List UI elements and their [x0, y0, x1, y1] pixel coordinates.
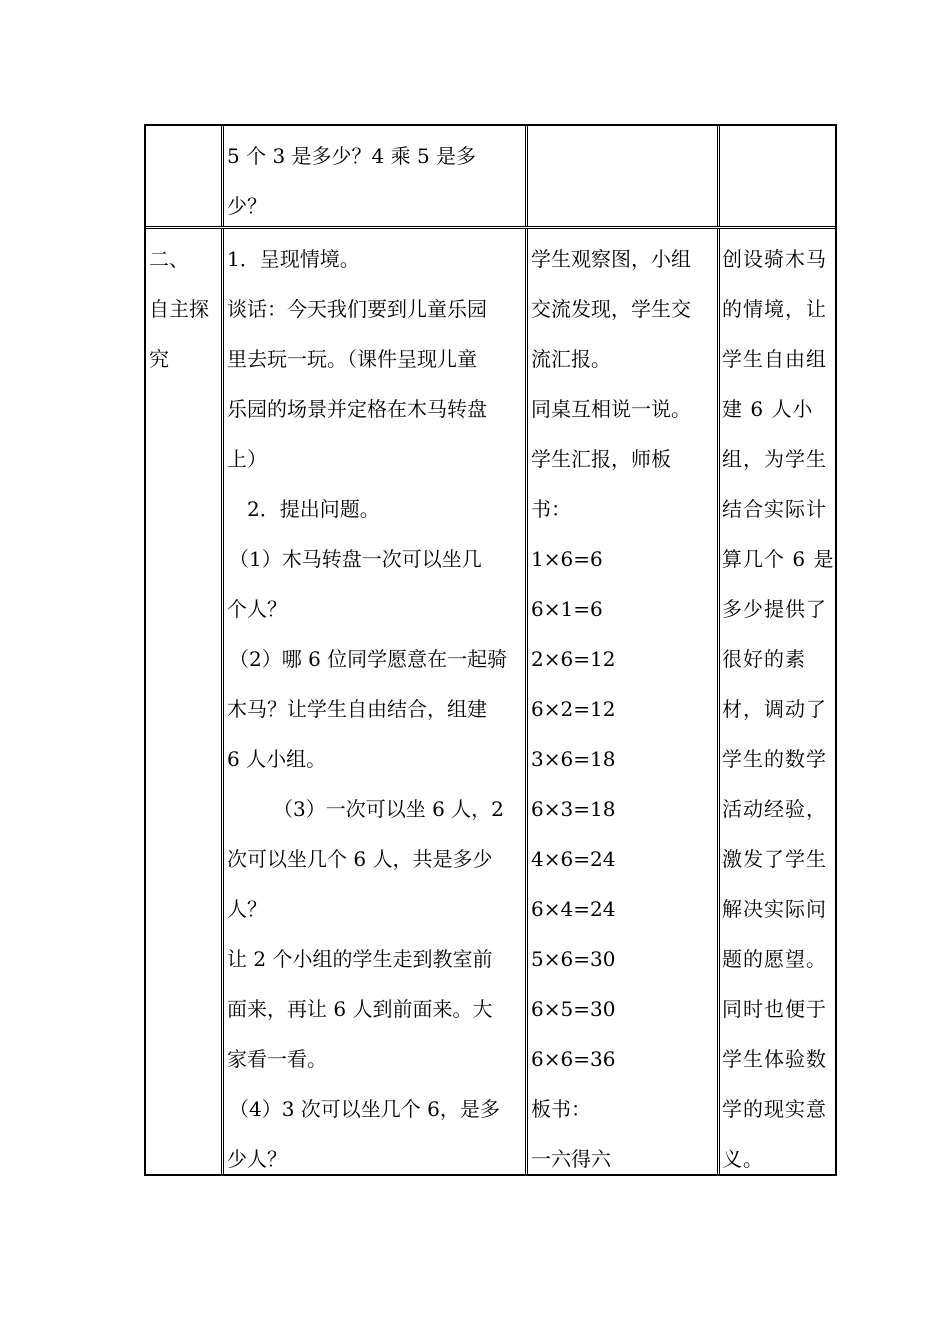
text-line: 让 2 个小组的学生走到教室前 — [227, 947, 493, 971]
text-line: 算几个 6 是 — [722, 547, 835, 571]
equation-line: 5×6=30 — [531, 947, 616, 971]
design-intent-cell — [717, 126, 835, 226]
text-line: 次可以坐几个 6 人，共是多少 — [227, 847, 493, 871]
text-line: 材，调动了 — [722, 697, 827, 721]
text-line: 里去玩一玩。（课件呈现儿童 — [227, 347, 477, 371]
text-line: 建 6 人小 — [722, 397, 814, 421]
text-line: 上） — [227, 447, 267, 471]
text-line: 同桌互相说一说。 — [531, 397, 691, 421]
stage-line: 二、 — [149, 247, 189, 271]
text-line: （1）木马转盘一次可以坐几 — [229, 547, 482, 571]
text-line: 个人？ — [227, 597, 287, 621]
equation-line: 6×4=24 — [531, 897, 616, 921]
text-line: 乐园的场景并定格在木马转盘 — [227, 397, 487, 421]
text-line: 少？ — [227, 194, 267, 218]
stage-cell — [146, 229, 221, 1174]
text-line: 流汇报。 — [531, 347, 611, 371]
text-line: 学的现实意 — [722, 1097, 827, 1121]
text-line: 义。 — [722, 1147, 764, 1171]
equation-line: 1×6=6 — [531, 547, 603, 571]
equation-line: 6×1=6 — [531, 597, 603, 621]
text-line: （3）一次可以坐 6 人，2 — [273, 797, 504, 821]
equation-line: 6×2=12 — [531, 697, 616, 721]
teacher-activity-cell — [221, 126, 525, 226]
text-line: 同时也便于 — [722, 997, 827, 1021]
text-line: 学生汇报，师板 — [531, 447, 671, 471]
text-line: 解决实际问 — [722, 897, 827, 921]
equation-line: 6×6=36 — [531, 1047, 616, 1071]
equation-line: 2×6=12 — [531, 647, 616, 671]
design-intent-cell — [717, 229, 835, 1174]
text-line: 多少提供了 — [722, 597, 827, 621]
text-line: （2）哪 6 位同学愿意在一起骑 — [229, 647, 508, 671]
text-line: 创设骑木马 — [722, 247, 827, 271]
text-line: 一六得六 — [531, 1147, 611, 1171]
text-line: 学生的数学 — [722, 747, 827, 771]
equation-line: 4×6=24 — [531, 847, 616, 871]
equation-line: 6×5=30 — [531, 997, 616, 1021]
student-activity-cell — [525, 126, 717, 226]
text-line: 谈话：今天我们要到儿童乐园 — [227, 297, 487, 321]
text-line: （4）3 次可以坐几个 6，是多 — [229, 1097, 500, 1121]
text-line: 1．呈现情境。 — [227, 247, 360, 271]
text-line: 学生自由组 — [722, 347, 827, 371]
text-line: 很好的素 — [722, 647, 806, 671]
text-line: 结合实际计 — [722, 497, 827, 521]
stage-cell — [146, 126, 221, 226]
text-line: 学生体验数 — [722, 1047, 827, 1071]
table-row — [146, 126, 835, 226]
text-line: 书： — [531, 497, 571, 521]
equation-line: 6×3=18 — [531, 797, 616, 821]
text-line: 活动经验， — [722, 797, 827, 821]
text-line: 板书： — [531, 1097, 591, 1121]
teacher-activity-cell — [221, 229, 525, 1174]
text-line: 激发了学生 — [722, 847, 827, 871]
text-line: 木马？让学生自由结合，组建 — [227, 697, 487, 721]
text-line: 少人？ — [227, 1147, 287, 1171]
text-line: 2．提出问题。 — [247, 497, 380, 521]
stage-line: 自主探 — [149, 297, 209, 321]
text-line: 交流发现，学生交 — [531, 297, 691, 321]
text-line: 组，为学生 — [722, 447, 827, 471]
lesson-plan-table — [144, 124, 837, 1176]
stage-line: 究 — [149, 347, 169, 371]
equation-line: 3×6=18 — [531, 747, 616, 771]
text-line: 学生观察图，小组 — [531, 247, 691, 271]
text-line: 6 人小组。 — [227, 747, 327, 771]
text-line: 家看一看。 — [227, 1047, 327, 1071]
text-line: 人？ — [227, 897, 267, 921]
student-activity-cell — [525, 229, 717, 1174]
text-line: 5 个 3 是多少？4 乘 5 是多 — [227, 144, 477, 168]
text-line: 的情境，让 — [722, 297, 827, 321]
text-line: 面来，再让 6 人到前面来。大 — [227, 997, 493, 1021]
table-row — [146, 226, 835, 1174]
text-line: 题的愿望。 — [722, 947, 827, 971]
